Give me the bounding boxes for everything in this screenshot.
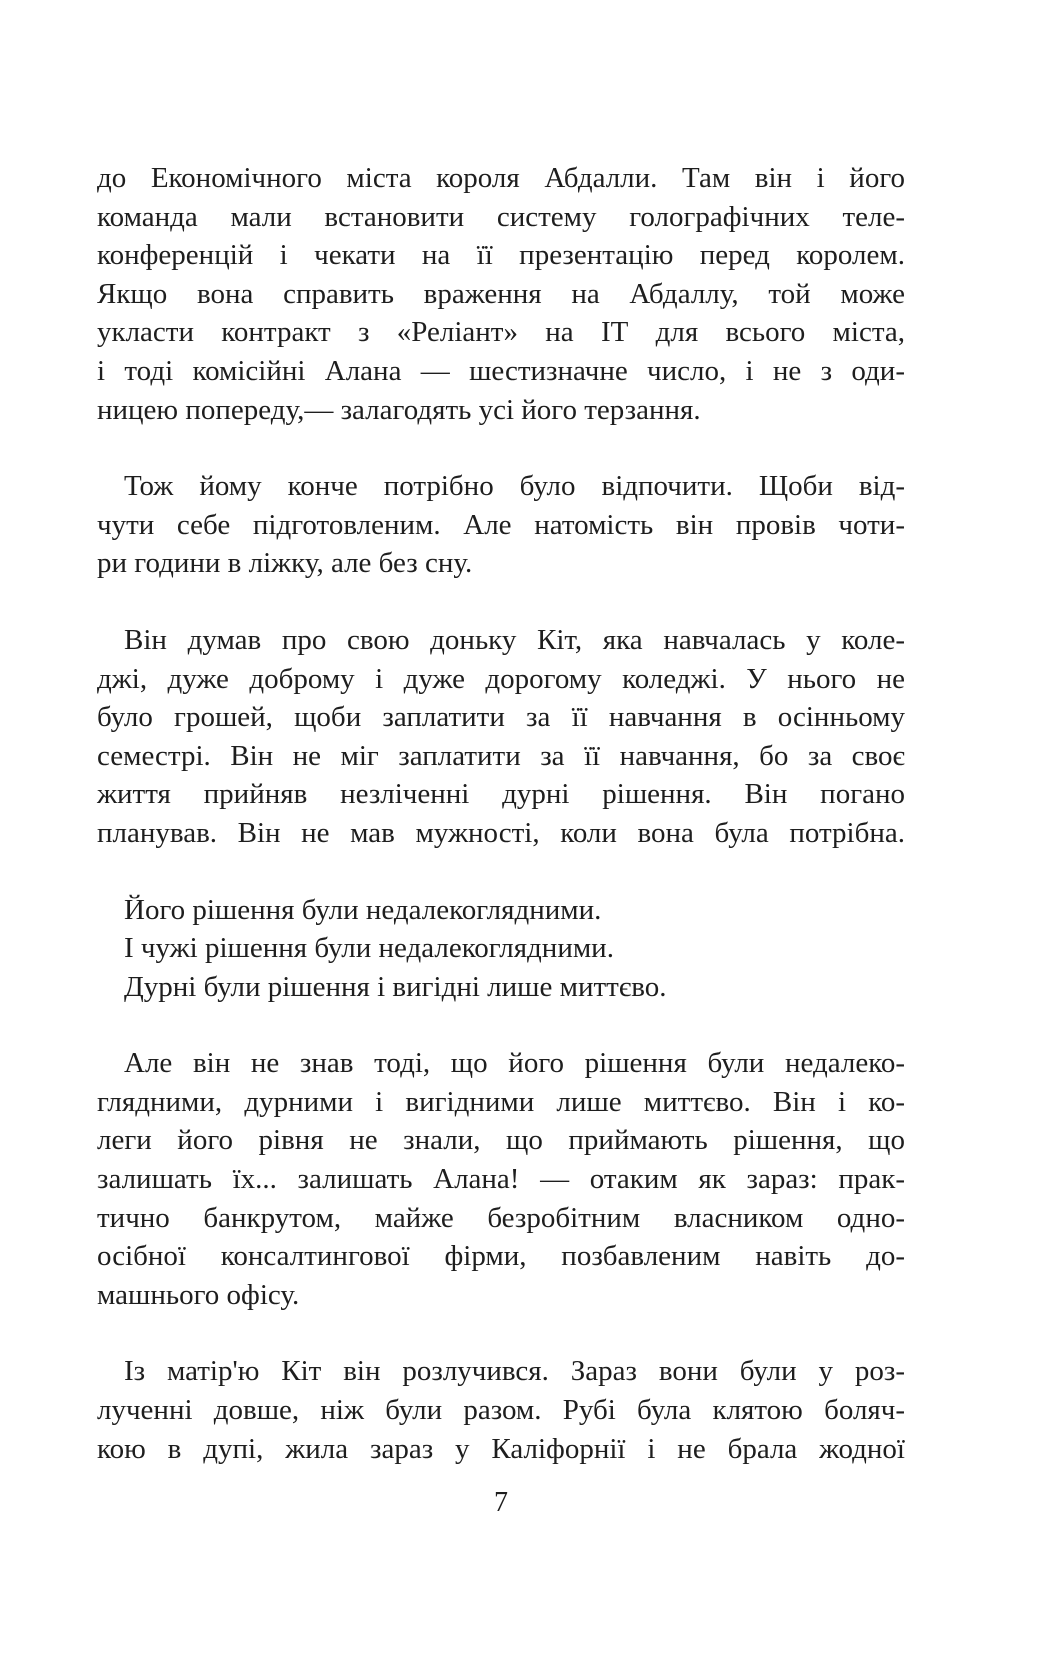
text-line: команда мали встановити систему голографічних теле- [97, 200, 905, 233]
text-line: ри години в ліжку, але без сну. [97, 547, 473, 580]
text-line: семестрі. Він не міг заплатити за її навчання, бо за своє [97, 739, 905, 772]
text-line: лученні довше, ніж були разом. Рубі була клятою боляч- [97, 1394, 905, 1427]
paragraph [97, 1352, 905, 1468]
text-line: конференцій і чекати на її презентацію перед королем. [97, 239, 905, 272]
text-line: Але він не знав тоді, що його рішення були недалеко- [124, 1047, 905, 1080]
paragraph [97, 891, 905, 1007]
text-line: глядними, дурними і вигідними лише миттєво. Він і ко- [97, 1085, 905, 1118]
paragraph [97, 1044, 905, 1314]
page-number: 7 [494, 1487, 508, 1518]
paragraph [97, 159, 905, 429]
paragraph [97, 621, 905, 853]
text-line: до Економічного міста короля Абдалли. Там він і його [97, 162, 905, 194]
text-line: було грошей, щоби заплатити за її навчання в осінньому [97, 701, 905, 734]
text-line: Дурні були рішення і вигідні лише миттєво. [124, 970, 667, 1003]
text-line: Якщо вона справить враження на Абдаллу, той може [97, 277, 905, 310]
text-line: джі, дуже доброму і дуже дорогому коледжі. У нього не [97, 662, 905, 695]
text-line: тично банкрутом, майже безробітним власником одно- [97, 1201, 905, 1234]
body-text [97, 159, 905, 1468]
text-line: життя прийняв незліченні дурні рішення. Він погано [97, 778, 905, 811]
text-line: планував. Він не мав мужності, коли вона була потрібна. [97, 816, 905, 849]
text-line: І чужі рішення були недалекоглядними. [124, 932, 614, 965]
text-line: чути себе підготовленим. Але натомість він провів чоти- [97, 508, 905, 541]
text-line: Тож йому конче потрібно було відпочити. Щоби від- [124, 470, 905, 503]
text-line: машнього офісу. [97, 1278, 300, 1311]
text-line: залишать їх... залишать Алана! — отаким як зараз: прак- [97, 1163, 905, 1196]
text-line: Він думав про свою доньку Кіт, яка навчалась у коле- [124, 623, 905, 656]
text-line: укласти контракт з «Реліант» на ІТ для всього міста, [97, 316, 905, 349]
text-line: Із матір'ю Кіт він розлучився. Зараз вони були у роз- [124, 1355, 905, 1388]
text-line: леги його рівня не знали, що приймають рішення, що [97, 1124, 905, 1157]
text-line: Його рішення були недалекоглядними. [124, 893, 602, 926]
text-line: і тоді комісійні Алана — шестизначне число, і не з оди- [97, 354, 905, 387]
text-line: осібної консалтингової фірми, позбавленим навіть до- [97, 1240, 905, 1273]
text-line: ницею попереду,— залагодять усі його терзання. [97, 393, 701, 426]
text-line: кою в дупі, жила зараз у Каліфорнії і не брала жодної [97, 1432, 905, 1465]
paragraph [97, 467, 905, 583]
